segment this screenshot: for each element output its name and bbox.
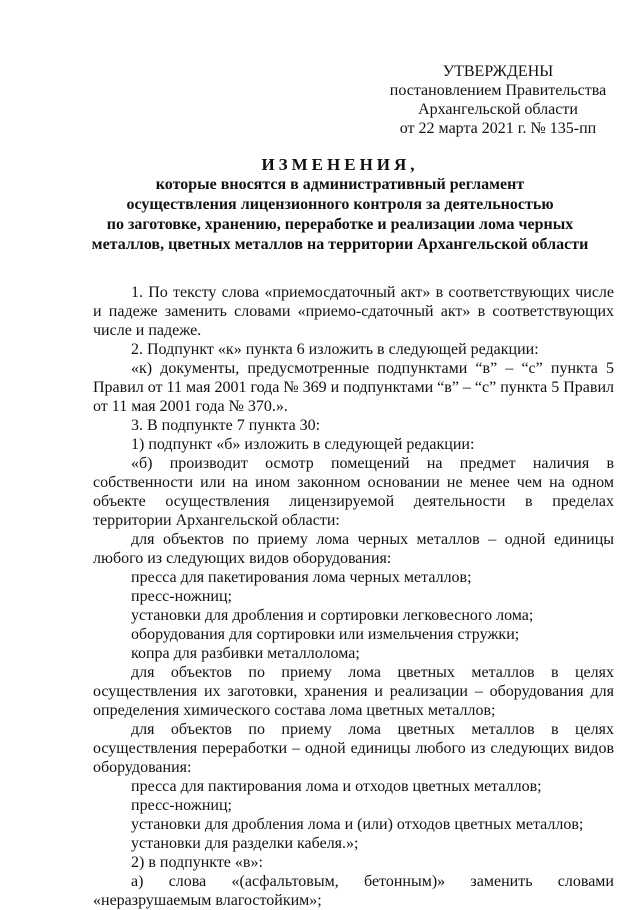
document-body	[93, 283, 614, 910]
list-item: установки для разделки кабеля.»;	[131, 835, 359, 852]
paragraph: 3. В подпункте 7 пункта 30:	[131, 417, 321, 434]
list-item: оборудования для сортировки или измельчения стружки;	[131, 626, 520, 643]
paragraph: для объектов по приему лома черных металлов – одной единицы любого из следующих видов оборудования:	[93, 531, 614, 567]
approval-line: Архангельской области	[418, 101, 578, 118]
list-item: установки для дробления лома и (или) отходов цветных металлов;	[131, 816, 584, 833]
paragraph: а) слова «(асфальтовым, бетонным)» заменить словами «неразрушаемым влагостойким»;	[93, 873, 614, 909]
document-subtitle: которые вносятся в административный регламент	[155, 176, 525, 193]
paragraph: для объектов по приему лома цветных металлов в целях осуществления переработки – одной единицы любого из следующих видов оборудования:	[93, 721, 614, 776]
approval-title: УТВЕРЖДЕНЫ	[442, 63, 554, 80]
paragraph: 2) в подпункте «в»:	[131, 854, 263, 871]
paragraph: 2. Подпункт «к» пункта 6 изложить в следующей редакции:	[131, 341, 539, 358]
document-heading	[80, 155, 600, 255]
list-item: пресса для пактирования лома и отходов цветных металлов;	[131, 778, 542, 795]
list-item: пресс-ножниц;	[131, 588, 232, 605]
paragraph: 1. По тексту слова «приемосдаточный акт» в соответствующих числе и падеже заменить словами «приемо-сдаточный акт» в соответствующих числе и падеже.	[93, 284, 614, 339]
paragraph: 1) подпункт «б» изложить в следующей редакции:	[131, 436, 475, 453]
document-subtitle: металлов, цветных металлов на территории Архангельской области	[91, 236, 589, 253]
list-item: пресс-ножниц;	[131, 797, 232, 814]
paragraph: для объектов по приему лома цветных металлов в целях осуществления их заготовки, хранения и реализации – оборудования для определения химического состава лома цветных металлов;	[93, 664, 614, 719]
approval-date: от 22 марта 2021 г. № 135-пп	[399, 120, 597, 137]
list-item: установки для дробления и сортировки легковесного лома;	[131, 607, 534, 624]
approval-line: постановлением Правительства	[389, 82, 607, 99]
document-title: ИЗМЕНЕНИЯ,	[261, 155, 419, 174]
document-subtitle: осуществления лицензионного контроля за деятельностью	[126, 196, 554, 213]
approval-block	[380, 62, 616, 138]
list-item: пресса для пакетирования лома черных металлов;	[131, 569, 472, 586]
document-subtitle: по заготовке, хранению, переработке и реализации лома черных	[106, 216, 574, 233]
paragraph: «к) документы, предусмотренные подпунктами “в” – “с” пункта 5 Правил от 11 мая 2001 года № 369 и подпунктами “в” – “с” пункта 5 Правил от 11 мая 2001 года № 370.».	[93, 360, 614, 415]
paragraph: «б) производит осмотр помещений на предмет наличия в собственности или на ином законном основании не менее чем на одном объекте осуществления лицензируемой деятельности в пределах территории Архангельской области:	[93, 455, 614, 529]
list-item: копра для разбивки металлолома;	[131, 645, 360, 662]
